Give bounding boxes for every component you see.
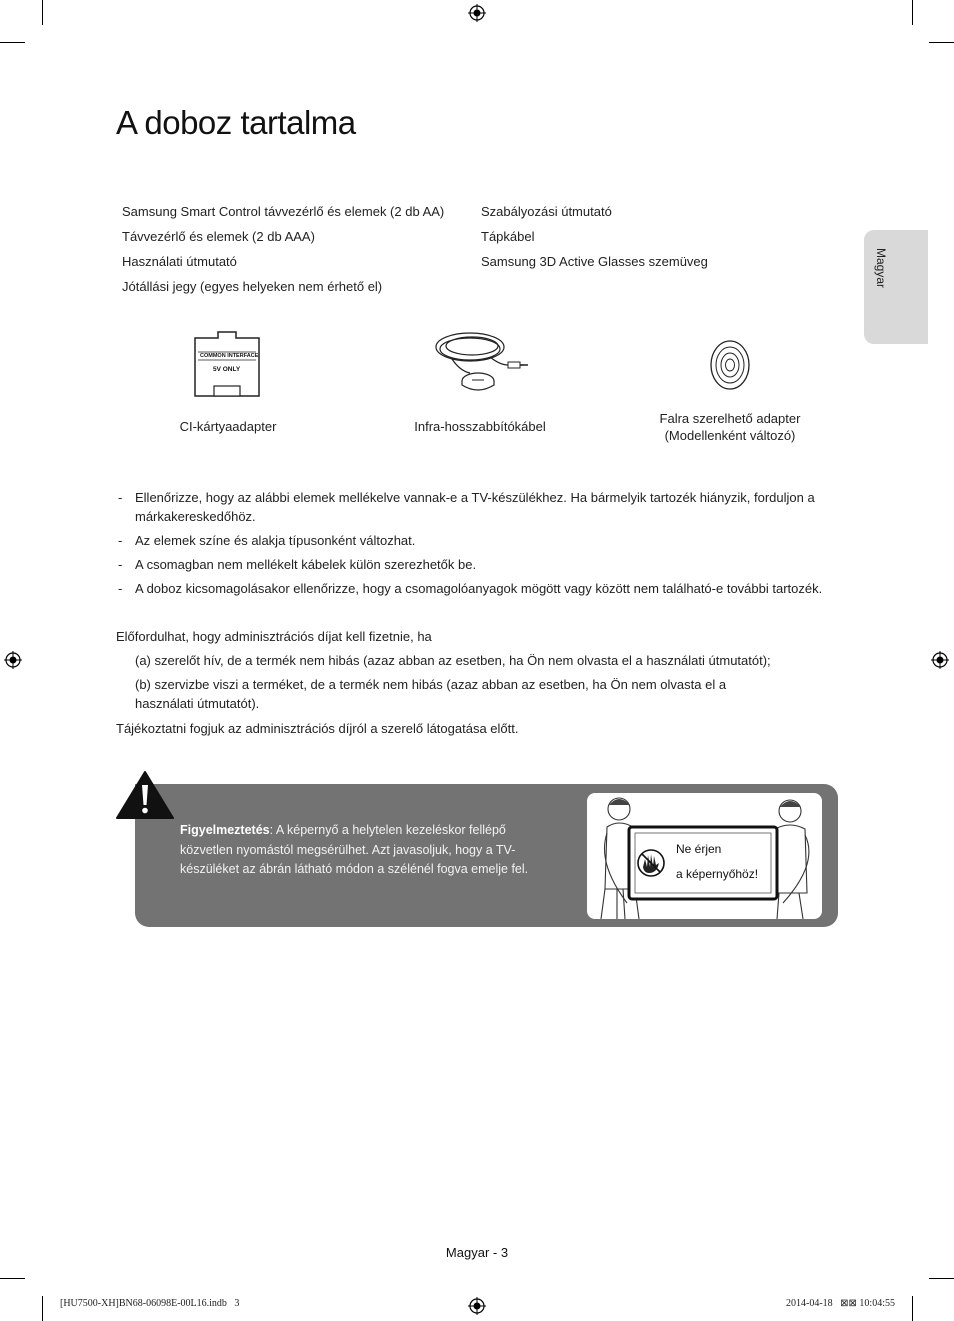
note-dash: - [118,557,123,572]
crop-mark [929,1278,954,1279]
warning-title: Figyelmeztetés [180,823,270,837]
admin-outro: Tájékoztatni fogjuk az adminisztrációs díjról a szerelő látogatása előtt. [116,721,519,736]
contents-item: Jótállási jegy (egyes helyeken nem érhető el) [122,279,383,294]
contents-item: Samsung 3D Active Glasses szemüveg [481,254,708,269]
admin-intro: Előfordulhat, hogy adminisztrációs díjat kell fizetnie, ha [116,629,432,644]
imprint-left: [HU7500-XH]BN68-06098E-00L16.indb 3 [60,1298,240,1309]
crop-mark [42,0,43,25]
crop-mark [42,1296,43,1321]
side-tab-label: Magyar [874,248,888,289]
note-dash: - [118,490,123,505]
page-number: Magyar - 3 [445,1245,509,1260]
registration-mark-icon [4,651,22,669]
ci-adapter-label: CI-kártyaadapter [179,419,277,434]
lifting-tv-illustration [587,793,822,919]
registration-mark-icon [931,651,949,669]
ci-card-text-1: COMMON INTERFACE [200,353,259,359]
warning-triangle-icon [114,769,176,821]
warning-text [180,821,560,880]
registration-mark-icon [468,4,486,22]
crop-mark [0,1278,25,1279]
warning-body: : A képernyő a helytelen kezeléskor fellépő közvetlen nyomástól megsérülhet. Azt javasoljuk, hogy a TV-készüléket az ábrán látható módon a szélénél fogva emelje fel. [180,823,529,876]
ci-card-text-2: 5V ONLY [213,366,241,373]
contents-item: Használati útmutató [122,254,237,269]
note-text: Ellenőrizze, hogy az alábbi elemek mellékelve vannak-e a TV-készülékhez. Ha bármelyik tartozék hiányzik, forduljon a márkakereskedőhöz. [135,490,815,524]
language-side-tab [864,230,928,344]
admin-case-a: (a) szerelőt hív, de a termék nem hibás (azaz abban az esetben, ha Ön nem olvasta el a használati útmutatót); [135,653,771,668]
note-text: Az elemek színe és alakja típusonként változhat. [135,533,416,548]
ir-cable-label: Infra-hosszabbítókábel [414,419,546,434]
page-title: A doboz tartalma [116,104,356,141]
wall-mount-adapter-icon [708,338,752,392]
contents-item: Távvezérlő és elemek (2 db AAA) [122,229,315,244]
contents-item: Szabályozási útmutató [481,204,612,219]
crop-mark [0,42,25,43]
ir-extension-cable-icon [430,325,530,397]
note-text: A csomagban nem mellékelt kábelek külön szerezhetők be. [135,557,477,572]
note-dash: - [118,581,123,596]
wall-adapter-label: Falra szerelhető adapter [659,411,801,426]
crop-mark [929,42,954,43]
note-text: A doboz kicsomagolásakor ellenőrizze, hogy a csomagolóanyagok mögött vagy között nem található-e további tartozék. [135,581,823,596]
illustration-text-line-1: Ne érjen [676,842,722,856]
ci-card-adapter-icon [192,330,264,400]
admin-case-b: (b) szervizbe viszi a terméket, de a termék nem hibás (azaz abban az esetben, ha Ön nem olvasta el a használati útmutatót). [135,677,727,711]
contents-item: Samsung Smart Control távvezérlő és elemek (2 db AA) [122,204,445,219]
people-lifting-tv-icon [587,793,822,919]
note-dash: - [118,533,123,548]
crop-mark [912,1296,913,1321]
crop-mark [912,0,913,25]
illustration-text-line-2: a képernyőhöz! [676,867,759,881]
contents-item: Tápkábel [481,229,535,244]
imprint-right: 2014-04-18 ⊠⊠ 10:04:55 [786,1298,895,1309]
wall-adapter-sublabel: (Modellenként változó) [664,428,796,443]
registration-mark-icon [468,1297,486,1315]
